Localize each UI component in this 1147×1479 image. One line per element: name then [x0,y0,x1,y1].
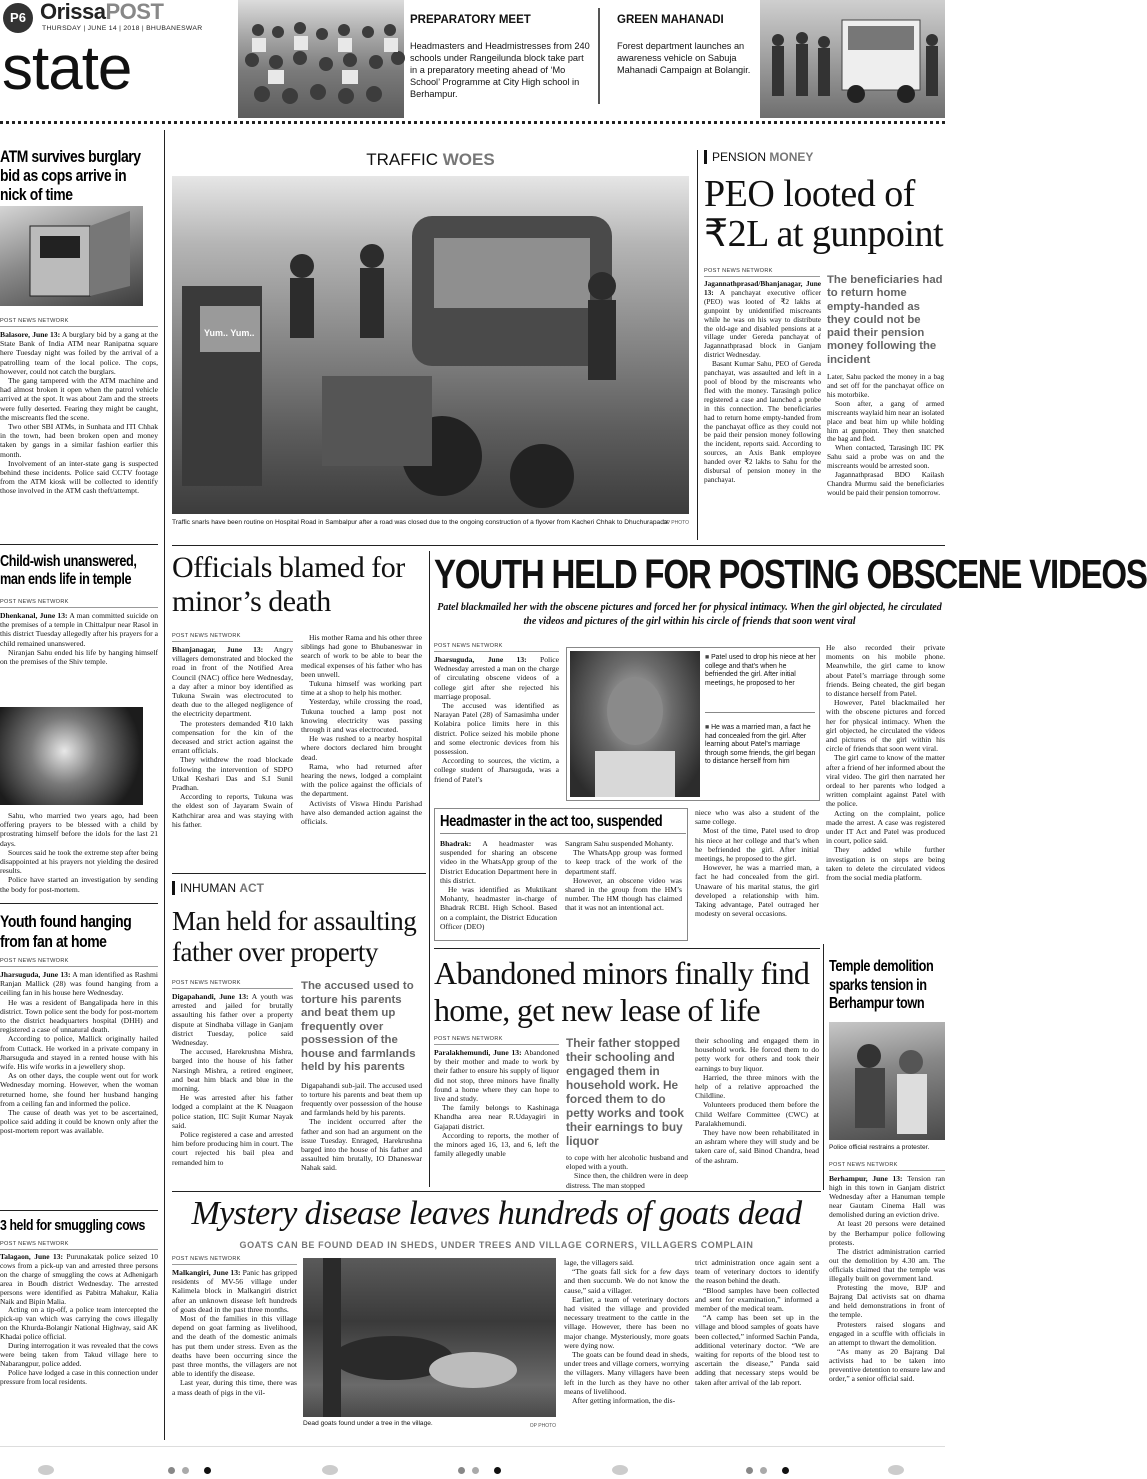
brief-text: Headmasters and Headmistresses from 240 schools under Rangeilunda block take part in a preparatory meeting ahead of ‘Mo School’ Programme at City High school in Berhampur. [410,41,590,99]
para: Berhampur, June 13: Tension ran high in this town in Ganjam district Wednesday after a Hanuman temple near Gautam Cinema Hall was demolished during an eviction drive. [829,1174,945,1220]
para: The girl came to know of the matter after a friend of her informed about the viral video. The girl then narrated her ordeal to her parents who lodged a written complaint against Patel with the police. [826,753,945,809]
goats-deck: GOATS CAN BE FOUND DEAD IN SHEDS, UNDER TREES AND VILLAGE CORNERS, VILLAGERS COMPLAIN [239,1240,754,1250]
para: They added while further investigation is on steps are being taken to delete the circulated videos from the social media platform. [826,845,945,883]
article-text [0,611,158,666]
article-text [826,643,945,882]
shop-sign: Yum.. Yum.. [204,328,255,338]
goats-col-2 [564,1258,689,1405]
dateline: Jagannathprasad/Bhanjanagar, June 13: [704,279,821,297]
para: Since then, the children were in deep distress. The man stopped [566,1171,688,1190]
abandoned-col-1 [434,1036,559,1158]
brand-logo [40,0,163,24]
goats-headline: Mystery disease leaves hundreds of goats dead [191,1195,802,1232]
byline: POST NEWS NETWORK [434,643,559,652]
goats-illustration [303,1258,556,1417]
byline: POST NEWS NETWORK [172,980,293,989]
divider [172,1191,821,1192]
atm-body [0,318,158,496]
headline: Officials blamed for minor’s death [172,551,405,618]
section-title: state [2,34,132,103]
article-col-1 [440,839,557,931]
dateline: Balasore, June 13: [0,330,61,339]
vehicle-photo [760,0,945,118]
youth-infobox [566,647,820,801]
para: Rama, who had returned after hearing the news, lodged a complaint with the police against the officials of the department. [301,761,422,799]
registration-mark [322,1465,338,1475]
para: Balasore, June 13: A burglary bid by a gang at the State Bank of India ATM near Ranipatna square here Tuesday night was foiled by the arrival of a patrolling team of the local police. The cops, however, could not catch the burglars. [0,330,158,376]
article-text [827,373,944,498]
para: Earlier, a team of veterinary doctors had visited the village and provided necessary treatment to the cattle in the village. However, there has been no major change. Mysteriously, more goats were dying now. [564,1294,689,1350]
para: The family belongs to Kashinaga Khandha area near R.Udayagiri in Gajapati district. [434,1103,559,1131]
article-col-1 [172,980,293,1173]
photo-credit: OP PHOTO [662,520,689,526]
para: Soon after, a gang of armed miscreants waylaid him near an isolated place and beat him up while holding him at gunpoint. They then snatched the bag and fled. [827,398,944,444]
para: According to reports, Tukuna was the eldest son of Jayaram Swain of Kathchirar area and was staying with his father. [172,792,293,829]
photo-credit: OP PHOTO [529,1423,556,1429]
columns [704,274,944,498]
bullet-icon: ■ [705,724,712,731]
article-col-1 [704,280,821,498]
para: Niranjan Sahu ended his life by hanging himself on the premises of the Shiv temple. [0,647,158,667]
article-text [564,1258,689,1405]
headline: Youth found hanging from fan at home [0,912,132,951]
bullet-icon: ■ [705,654,712,661]
para: Harried, the three minors with the help of a relative approached the Childline. [695,1072,819,1101]
protest-illustration [829,1022,945,1140]
kicker-a: PENSION [712,150,770,164]
para: Sangram Sahu suspended Mohanty. [565,839,674,848]
story-peo [704,150,944,254]
print-registration-strip [0,1446,945,1479]
dateline: Malkangiri, June 13: [172,1268,241,1277]
para: Last year, during this time, there was a mass death of pigs in the vil- [172,1378,297,1397]
para: to cope with her alcoholic husband and eloped with a youth. [566,1153,688,1172]
columns [440,839,682,931]
para: Jharsuguda, June 13: Police Wednesday arrested a man on the charge of circulating obscene videos of a college girl after she rejected his marriage proposal. [434,655,559,701]
para: His mother Rama and his other three siblings had gone to Bhubaneswar in search of work to be able to bear the medical expenses of his father who has been unwell. [301,633,422,679]
para: He also recorded their private moments on his mobile phone. Meanwhile, the girl came to know about Patel’s marriage through some friends. Being cheated, the girl began to distance herself from Patel. [826,643,945,699]
abandoned-col-3 [695,1036,819,1165]
story-abandoned [434,955,820,1029]
article-text [695,808,819,918]
para: Protesters raised slogans and engaged in a scuffle with officials in an attempt to thwart the demolition. [829,1319,945,1347]
divider [0,544,158,545]
column-divider [697,150,698,540]
headline-line-2: ₹2L at gunpoint [704,213,944,255]
para: The cause of death was yet to be ascertained, police said adding it could be known only after the post-mortem report was available. [0,1108,158,1136]
youth-deck: Patel blackmailed her with the obscene pictures and forced her for physical intimacy. When the girl objected, he circulated the videos and pictures of the girl within his circle of friends that soon went viral [437,602,942,627]
article-text [301,1081,422,1173]
kicker-a: TRAFFIC [366,150,443,169]
para: Involvement of an inter-state gang is suspected behind these incidents. Police said CCTV footage from the ATM kiosk will be collected to identify those involved in the ATM cash theft/attempt. [0,458,158,496]
para: Paralakhemundi, June 13: Abandoned by their mother and made to work by their father to ensure his supply of liquor did not stop, three minors have finally found a home where they can hope to live and study. [434,1048,559,1104]
headline [704,174,944,254]
para: lage, the villagers said. [564,1258,634,1267]
divider [0,1210,158,1211]
brief-green-mahanadi [617,14,757,76]
youth-headline: YOUTH HELD FOR POSTING OBSCENE VIDEOS [434,551,1147,597]
dateline: Paralakhemundi, June 13: [434,1048,522,1057]
goats-col-3 [695,1258,819,1387]
article-col-2 [565,839,682,931]
kicker-b: MONEY [769,150,814,164]
para: According to sources, the victim, a college student of Jharsuguda, was a friend of Patel’s [434,756,559,784]
bullet-text: He was a married man, a fact he had concealed from the girl. After learning about Patel’s marriage through some friends, the girl began to distance herself from him [705,724,816,765]
story-child-wish [0,553,158,666]
byline: POST NEWS NETWORK [172,1256,297,1265]
article-text [566,1153,688,1190]
headline: 3 held for smuggling cows [0,1217,145,1234]
para: Tukuna himself was working part time at a shop to help his mother. [301,679,422,698]
divider [434,948,820,949]
story-fan [0,912,158,1136]
article-text [829,1174,945,1383]
brand-post: POST [105,0,164,24]
para: The WhatsApp group was formed to keep track of the work of the department staff. [565,848,682,876]
para: Most of the families in this village depend on goat farming as livelihood, and the death of the domestic animals has put them under stress. Even as the deaths have been occurring since the past three months, the villagers are not able to identify the disease. [172,1314,297,1379]
meeting-photo [238,0,404,118]
peo-body [704,268,944,498]
para: The accused, Harekrushna Mishra, barged into the house of his father Narsingh Mishra, a retired engineer, and beat him black and blue in the morning. [172,1047,293,1094]
article-col-2 [301,980,422,1173]
kicker-b: WOES [442,150,495,169]
column-divider [429,551,430,1187]
pull-quote: The accused used to torture his parents and beat them up frequently over possession of the house and farmlands held by his parents [301,980,416,1073]
para: Sources said he took the extreme step after being disappointed at his prayers not yielding the desired results. [0,847,158,876]
headline-line-1: PEO looted of [704,173,915,215]
youth-col-3 [695,808,819,918]
story-temple [829,958,945,1014]
byline: POST NEWS NETWORK [704,268,820,277]
para: Activists of Viswa Hindu Parishad have also demanded action against the officials. [301,798,422,827]
para: Acting on the complaint, police made the arrest. A case was registered under IT Act and Patel was produced in court, police said. [826,808,945,846]
accused-photo [570,651,700,797]
para: After getting information, the dis- [572,1396,676,1406]
goats-col-1 [172,1256,297,1397]
para: Jagannathprasad/Bhanjanagar, June 13: A panchayat executive officer (PEO) was looted of ₹2 lakhs at gunpoint by unidentified miscreants while he was on his way to distribute the old-age and disabled pensions at a village under Gereda panchayat of Jagannathprasad block in Ganjam district Wednesday. [704,279,821,360]
para: trict administration once again sent a team of veterinary doctors to identify the reason behind the death. [695,1258,819,1286]
para: Two other SBI ATMs, in Sunhata and ITI Chhak in the town, had been broken open and money taken by gangs in a similar fashion earlier this month. [0,422,158,459]
article-text [0,1253,158,1387]
registration-mark [458,1467,465,1474]
registration-mark [204,1467,211,1474]
para: He was identified as Muktikant Mohanty, headmaster in-charge of Bhadrak RCBL High School. Based on a complaint, the District Education Officer (DEO) [440,885,557,931]
dateline: Berhampur, June 13: [829,1174,903,1183]
headline: Temple demolition sparks tension in Berhampur town [829,958,934,1013]
article-text [172,645,293,829]
byline: POST NEWS NETWORK [434,1036,559,1045]
portrait-illustration [570,651,700,797]
columns [172,980,422,1173]
atm-machine-illustration [0,206,143,306]
inhuman-body [172,980,422,1173]
registration-mark [888,1465,904,1475]
para: Police registered a case and arrested him before producing him in court. The court rejected his bail plea and remanded him to [172,1130,293,1167]
registration-mark [746,1467,753,1474]
article-text [434,1048,559,1158]
registration-mark [168,1467,175,1474]
column-divider [164,130,165,1440]
youth-col-4 [826,643,945,882]
para: Acting on a tip-off, a police team intercepted the pick-up van which was carrying the cows illegally on the Khurda-Bolangir National Highway, said AK Khadai police official. [0,1305,158,1342]
divider [172,545,945,546]
registration-mark [782,1467,789,1474]
para: The goats can be found dead in sheds, under trees and village corners, worrying the villagers. Many villagers have been left in the lurch as they have no other means of livelihood. [564,1350,689,1396]
officials-body [172,633,422,829]
dateline: THURSDAY | JUNE 14 | 2018 | BHUBANESWAR [42,25,203,32]
kicker [704,150,944,164]
bullet-2 [705,724,817,767]
byline: POST NEWS NETWORK [0,318,158,327]
story-atm [0,147,158,204]
headmaster-box [434,808,688,941]
para: The protesters demanded ₹10 lakh compensation for the kin of the deceased and strict action against the errant officials. [172,718,293,756]
para: Digapahandi, June 13: A youth was arrested and jailed for brutally assaulting his father over a property dispute at Sindhaba village in Ganjam district Tuesday, police said Wednesday. [172,992,294,1048]
story-cows [0,1217,158,1387]
crowd-illustration [238,0,404,118]
headline: ATM survives burglary bid as cops arrive in nick of time [0,147,141,204]
para: Malkangiri, June 13: Panic has gripped residents of MV-56 village under Kalimela block in Malkangiri district after an unknown disease left hundreds of goats dead in the past three months. [172,1268,297,1314]
caption: Traffic snarls have been routine on Hospital Road in Sambalpur after a road was closed due to the ongoing construction of a flyover from Kacheri Chhak to Dhuchurapada. [172,519,670,526]
para: They have now been rehabilitated in an ashram where they will study and be taken care of, said Binod Chandra, head of the ashram. [695,1128,819,1165]
registration-mark [182,1467,189,1474]
registration-mark [494,1467,501,1474]
brief-text: Forest department launches an awareness vehicle on Sabuja Mahanadi Campaign at Bolangir. [617,41,751,75]
kicker-a: INHUMAN [180,881,240,895]
divider [172,873,426,874]
dateline: Digapahandi, June 13: [172,992,249,1001]
para: During interrogation it was revealed that the cows were being taken from Takud village here to Nabarangpur, police added. [0,1341,158,1368]
article-text [695,1036,819,1165]
divider [705,712,815,713]
para: Jharsuguda, June 13: A man identified as Rashmi Ranjan Mallick (28) was found hanging from a ceiling fan in his house here Wednesday. [0,970,158,998]
byline: POST NEWS NETWORK [0,1241,158,1250]
para: Bhadrak: A headmaster was suspended for sharing an obscene video in the WhatsApp group of the District Education Department here in this district. [440,839,557,885]
bullet-text: Patel used to drop his niece at her college and that’s when he befriended the girl. After initial meetings, he proposed to her [705,654,816,687]
dead-goats-photo [303,1258,556,1417]
brief-preparatory-meet [410,14,592,100]
para: However, an obscene video was shared in the group from the HM’s number. The HM though has claimed that it was not an intentional act. [565,875,682,913]
para: According to reports, the mother of the minors aged 16, 13, and 6, left the family allegedly unable [434,1130,559,1159]
kicker [172,881,426,895]
article-text [0,970,158,1136]
kicker-b: ACT [239,881,265,895]
byline: POST NEWS NETWORK [0,958,158,967]
para: Dhenkanal, June 13: A man committed suicide on the premises of a temple in Chittalpur near Rasol in this district Tuesday allegedly after his prayers for a child remained unanswered. [0,611,158,648]
para: The accused was identified as Narayan Patel (28) of Samasimha under Kolabira police limits here in this district. Police seized his mobile phone and some electronic devices from his possession. [434,701,559,757]
headline: Child-wish unanswered, man ends life in temple [0,553,137,588]
para: Talagaon, June 13: Purunakatak police seized 10 cows from a pick-up van and arrested three persons on the charge of smuggling the cows at Adhenigarh area in Boudh district Wednesday. The arrested persons were identified as Pabitra Mahakur, Kalia Naik and Bipin Malia. [0,1252,158,1306]
pull-quote: The beneficiaries had to return home empty-handed as they could not be paid their pension money following the incident [827,274,943,366]
caption: Dead goats found under a tree in the village. [303,1420,433,1427]
article-col-2 [827,274,944,498]
byline: POST NEWS NETWORK [172,633,293,642]
temple-idol-photo [0,707,143,805]
para: Most of the time, Patel used to drop his niece at her college and that’s when he befriended the girl. After initial meetings, he proposed to the girl. [695,826,819,864]
temple-body [829,1162,945,1383]
para: At least 20 persons were detained by the Berhampur police following protests. [829,1219,945,1247]
brief-title: GREEN MAHANADI [617,14,724,26]
traffic-photo [172,176,689,514]
para: Yesterday, while crossing the road, Tukuna touched a lamp post not knowing electricity was passing through it and was electrocuted. [301,697,422,735]
para: Police have lodged a case in this connection under pressure from local residents. [0,1367,158,1386]
registration-mark [760,1467,767,1474]
traffic-kicker [172,150,689,170]
para: The district administration carried out the demolition by 4.30 am. The officials claimed that the temple was illegally built on government land. [829,1246,945,1284]
youth-col-1 [434,643,559,784]
article-col-1 [172,633,293,829]
para: Jagannathprasad BDO Kailash Chandra Murmu said the beneficiaries would be paid their pension tomorrow. [827,470,944,497]
para: “Blood samples have been collected and sent for examination,” informed a member of the medical team. [695,1285,819,1314]
headline: Headmaster in the act too, suspended [440,812,686,834]
para: He was arrested after his father lodged a complaint at the K Nuagaon police station, IIC Sujit Kumar Nayak said. [172,1093,293,1130]
vehicle-illustration [760,0,945,118]
traffic-caption [172,519,689,527]
headline: Abandoned minors finally find home, get new lease of life [434,955,810,1028]
para: When contacted, Tarasingh IIC PK Sahu said a probe was on and the miscreants would be arrested soon. [827,443,944,471]
top-rule [0,121,945,124]
para: According to police, Mallick originally hailed from Cuttack. He worked in a private company in Jharsuguda and stayed in a rented house with his wife. His wife works in a jewellery shop. [0,1034,158,1072]
bullet-1 [705,654,817,688]
abandoned-col-2 [566,1036,688,1190]
goats-caption [303,1420,556,1428]
para: Police have started an investigation by sending the body for post-mortem. [0,875,158,894]
para: He was a resident of Bangalipada here in this district. Town police sent the body for post-mortem to the district headquarters hospital (DHH) and registered a case of unnatural death. [0,997,158,1035]
para: “The goats fall sick for a few days and then succumb. We do not know the cause,” said a villager. [564,1267,689,1295]
para: The incident occurred after the father and son had an argument on the issue Tuesday. Enraged, Harekrushna barged into the house of his father and assaulted him brutally, IO Dhaneswar Nahak said. [301,1117,422,1173]
dateline: Jharsuguda, June 13: [0,970,71,979]
article-text [0,330,158,496]
masthead [0,0,236,118]
registration-mark [612,1465,628,1475]
para: their schooling and engaged them in household work. He forced them to do petty work for others and took their earnings to buy liquor. [695,1036,819,1073]
story-officials [172,551,426,619]
para: Digapahandi sub-jail. The accused used to torture his parents and beat them up frequently over possession of the house and farmlands held by his parents. [301,1080,422,1118]
headline: Man held for assaulting father over property [172,906,417,967]
brief-title: PREPARATORY MEET [410,14,531,26]
para: He was rushed to a nearby hospital where doctors declared him brought dead. [301,734,422,762]
article-text [172,992,293,1167]
temple-caption: Police official restrains a protester. [829,1144,930,1151]
para: niece who was also a student of the same college. [695,808,819,827]
article-text [695,1258,819,1387]
registration-mark [472,1467,479,1474]
dateline: Jharsuguda, June 13: [434,655,527,664]
para: However, he was a married man, a fact he had concealed from the girl. Unaware of his marital status, the girl developed a relationship with him. Taking advantage, Patel outraged her modesty on several occasions. [695,863,819,919]
pull-quote: Their father stopped their schooling and engaged them in household work. He forced them to do petty works and took their earnings to buy liquor [566,1036,684,1148]
para: “A camp has been set up in the village and blood samples of goats have been collected,” informed Sachin Panda, additional veterinary doctor. “We are waiting for reports of the blood test to ascertain the disease,” Panda said adding that necessary steps would be taken after arrival of the lab report. [695,1313,819,1387]
para: Basant Kumar Sahu, PEO of Gereda panchayat, was assaulted and left in a pool of blood by the miscreants who fled with the money. Tarasingh police registered a case and launched a probe in this connection. The beneficiaries had to return home empty-handed from the panchayat office as they could not be paid their pension money following the incident, reports said. According to sources, an Axis Bank employee handed over ₹2 lakhs to Sahu for the disbursal of pension money in the panchayat. [704,359,821,484]
dateline: Bhadrak: [440,839,472,848]
temple-photo [829,1022,945,1140]
article-text [0,811,158,894]
para: Bhanjanagar, June 13: Angry villagers demonstrated and blocked the road in front of the Notified Area Council (NAC) office here Wednesday, a day after a minor boy identified as Tukuna Swain was electrocuted to death due to the alleged negligence of the electricity department. [172,645,293,719]
dateline: Dhenkanal, June 13: [0,611,68,620]
atm-photo [0,206,143,306]
para: However, Patel blackmailed her with the obscene pictures and forced her for physical intimacy. When the girl objected, he circulated the videos and pictures of the girl within his circle of friends that soon went viral. [826,698,945,754]
para: They withdrew the road blockade following the intervention of SDPO Utkal Keshari Das and S.I Sunil Pradhan. [172,755,293,793]
para: Later, Sahu packed the money in a bag and set off for the panchayat office on his motorbike. [827,372,944,399]
para: As on other days, the couple went out for work Wednesday morning. However, when the woman returned home, she found her husband hanging from a ceiling fan and informed the police. [0,1071,158,1108]
para: Protesting the move, BJP and Bajrang Dal activists sat on dharna and held demonstrations in front of the temple. [829,1283,945,1320]
dateline: Bhanjanagar, June 13: [172,645,264,654]
divider [598,8,600,104]
traffic-illustration [172,176,689,514]
registration-mark [38,1465,54,1475]
divider [0,903,158,904]
para: Sahu, who married two years ago, had been offering prayers to be blessed with a child by prostrating himself before the idols for the last 21 days. [0,811,158,848]
para: “As many as 20 Bajrang Dal activists had to be taken into preventive detention to ensure law and order,” a senior official said. [829,1346,946,1384]
column-divider [823,944,824,1190]
article-col-2 [301,633,422,829]
dateline: Talagaon, June 13: [0,1252,63,1261]
story-inhuman [172,881,426,968]
para: Volunteers produced them before the Child Welfare Committee (CWC) at Paralakhemundi. [695,1100,819,1128]
columns [172,633,422,829]
byline: POST NEWS NETWORK [0,599,158,608]
child-body-cont [0,811,158,894]
byline: POST NEWS NETWORK [829,1162,945,1171]
article-text [434,655,559,784]
para: The gang tampered with the ATM machine and had almost broken it open when the patrol vehicle arrived at the spot. It was about 2am and the streets were fully deserted. Fearing they might be caught, the miscreants fled the scene. [0,376,158,422]
article-text [172,1268,297,1397]
brand-orissa: Orissa [40,0,106,24]
page-number-badge: P6 [3,3,33,33]
